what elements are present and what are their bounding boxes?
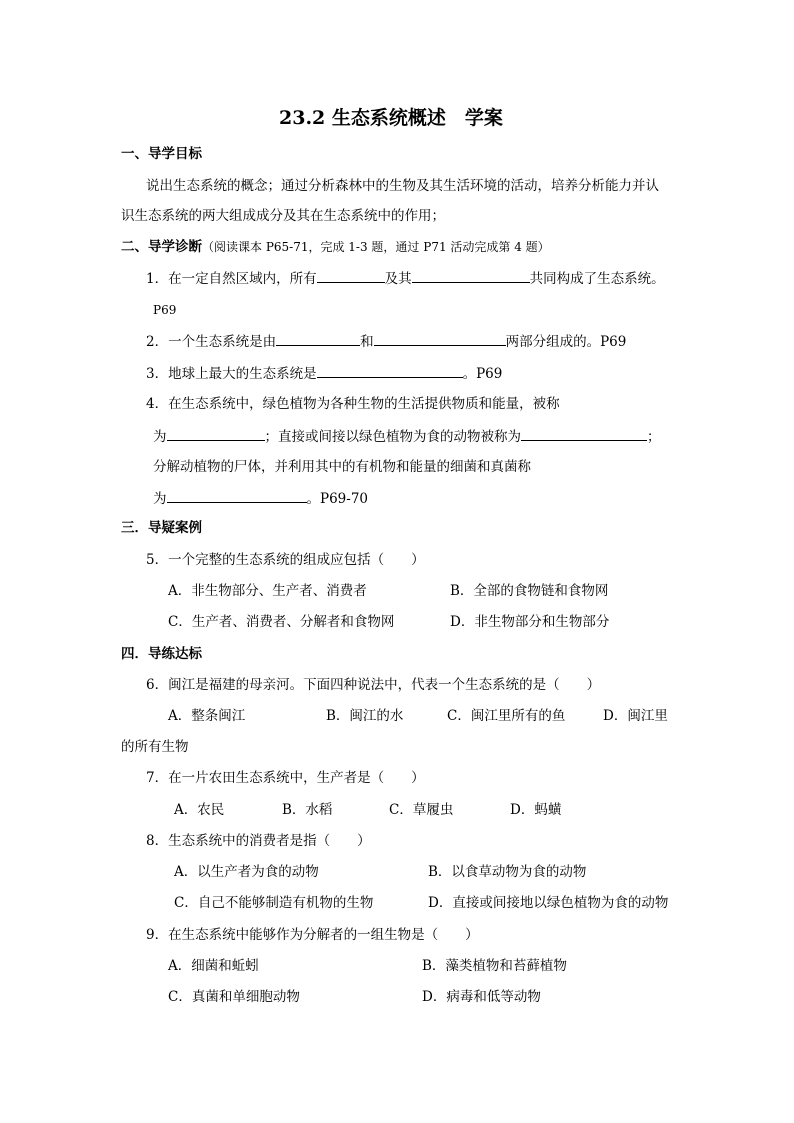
q1-page-ref: P69: [153, 303, 177, 317]
q6-option-a[interactable]: A．整条闽江: [168, 708, 246, 724]
q9-option-d[interactable]: D．病毒和低等动物: [422, 989, 541, 1005]
q1-text-a: 1．在一定自然区域内，所有: [146, 271, 317, 287]
q2-text-c: 两部分组成的。P69: [505, 334, 627, 350]
question-9-stem: 9．在生态系统中能够作为分解者的一组生物是（ ）: [146, 927, 479, 943]
q3-blank[interactable]: [317, 364, 463, 378]
question-6-stem: 6．闽江是福建的母亲河。下面四种说法中，代表一个生态系统的是（ ）: [146, 677, 601, 693]
q1-text-c: 共同构成了生态系统。: [529, 271, 665, 287]
question-4-line-1: 4．在生态系统中，绿色植物为各种生物的生活提供物质和能量，被称: [146, 396, 560, 412]
q2-text-b: 和: [360, 334, 374, 350]
q4-text-f: 为: [153, 491, 167, 507]
q7-option-d[interactable]: D．蚂蟥: [510, 802, 562, 818]
q9-option-c[interactable]: C．真菌和单细胞动物: [168, 989, 300, 1005]
q7-option-b[interactable]: B．水稻: [282, 802, 333, 818]
question-5-stem: 5．一个完整的生态系统的组成应包括（ ）: [146, 552, 425, 568]
q6-option-d[interactable]: D．闽江里: [603, 708, 668, 724]
q5-option-c[interactable]: C．生产者、消费者、分解者和食物网: [168, 614, 395, 630]
q7-option-c[interactable]: C．草履虫: [389, 802, 454, 818]
q1-blank-1[interactable]: [317, 269, 385, 283]
objective-line-1: 说出生态系统的概念；通过分析森林中的生物及其生活环境的活动，培养分析能力并认: [146, 178, 659, 194]
q1-text-b: 及其: [384, 271, 412, 287]
q6-option-b[interactable]: B．闽江的水: [326, 708, 404, 724]
q4-blank-producer[interactable]: [167, 427, 265, 441]
q2-blank-2[interactable]: [374, 332, 506, 346]
question-7-stem: 7．在一片农田生态系统中，生产者是（ ）: [146, 770, 425, 786]
question-1: [146, 269, 665, 288]
q8-option-d[interactable]: D．直接或间接地以绿色植物为食的动物: [428, 895, 669, 911]
q6-option-d-continued: 的所有生物: [121, 739, 189, 755]
section-1-heading: 一、导学目标: [121, 146, 202, 162]
q4-text-d: ；: [647, 429, 661, 445]
q7-option-a[interactable]: A．农民: [174, 802, 225, 818]
q2-text-a: 2．一个生态系统是由: [146, 334, 277, 350]
question-2: [146, 332, 626, 351]
question-4-line-4: [153, 489, 368, 508]
q4-blank-decomposer[interactable]: [167, 489, 307, 503]
section-4-heading: 四．导练达标: [121, 646, 202, 662]
q4-text-b: 为: [153, 429, 167, 445]
section-2-heading-line: [121, 238, 550, 256]
q9-option-a[interactable]: A．细菌和蚯蚓: [168, 958, 259, 974]
q5-option-b[interactable]: B．全部的食物链和食物网: [450, 583, 609, 599]
q8-option-b[interactable]: B．以食草动物为食的动物: [428, 864, 587, 880]
q2-blank-1[interactable]: [276, 332, 360, 346]
section-3-heading: 三．导疑案例: [121, 520, 202, 536]
q3-text-b: 。P69: [462, 366, 503, 382]
question-3: [146, 364, 502, 383]
q8-option-a[interactable]: A．以生产者为食的动物: [174, 864, 319, 880]
q5-option-d[interactable]: D．非生物部分和生物部分: [450, 614, 610, 630]
q4-blank-consumer[interactable]: [521, 427, 647, 441]
section-2-note: （阅读课本 P65-71，完成 1-3 题，通过 P71 活动完成第 4 题）: [202, 240, 550, 254]
q3-text-a: 3．地球上最大的生态系统是: [146, 366, 317, 382]
q1-blank-2[interactable]: [412, 269, 530, 283]
question-4-line-3: 分解动植物的尸体，并利用其中的有机物和能量的细菌和真菌称: [153, 459, 531, 475]
q9-option-b[interactable]: B．藻类植物和苔藓植物: [422, 958, 567, 974]
question-4-line-2: [153, 427, 661, 446]
objective-line-2: 识生态系统的两大组成成分及其在生态系统中的作用；: [121, 208, 445, 224]
q6-option-c[interactable]: C．闽江里所有的鱼: [447, 708, 566, 724]
page-title: 23.2 生态系统概述 学案: [279, 107, 503, 129]
section-2-heading: 二、导学诊断: [121, 239, 202, 255]
q8-option-c[interactable]: C．自己不能够制造有机物的生物: [174, 895, 374, 911]
q5-option-a[interactable]: A．非生物部分、生产者、消费者: [168, 583, 367, 599]
q4-text-g: 。P69-70: [306, 491, 369, 507]
question-8-stem: 8．生态系统中的消费者是指（ ）: [146, 833, 371, 849]
q4-text-c: ；直接或间接以绿色植物为食的动物被称为: [264, 429, 521, 445]
